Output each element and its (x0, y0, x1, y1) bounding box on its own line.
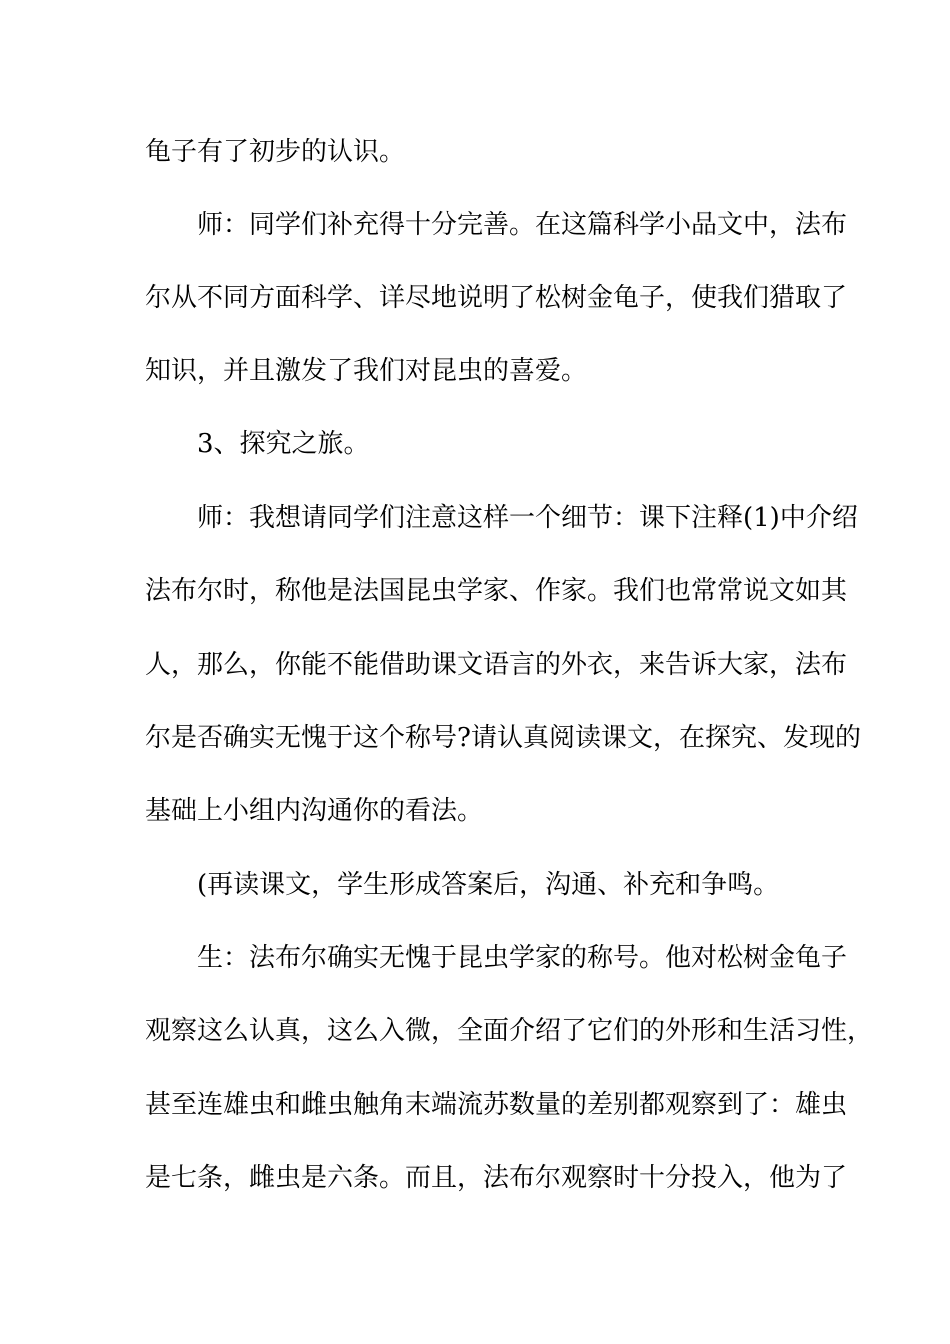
text-line: 尔是否确实无愧于这个称号?请认真阅读课文，在探究、发现的 (145, 723, 861, 753)
paragraph-start: 生：法布尔确实无愧于昆虫学家的称号。他对松树金龟子 (197, 943, 848, 973)
text-line: 尔从不同方面科学、详尽地说明了松树金龟子，使我们猎取了 (145, 283, 848, 313)
text-line: 观察这么认真，这么入微，全面介绍了它们的外形和生活习性， (145, 1016, 874, 1046)
text-line: 知识，并且激发了我们对昆虫的喜爱。 (145, 356, 588, 386)
paragraph-start: 师：同学们补充得十分完善。在这篇科学小品文中，法布 (197, 210, 848, 240)
text-line: 人，那么，你能不能借助课文语言的外衣，来告诉大家，法布 (145, 650, 848, 680)
text-line: 是七条，雌虫是六条。而且，法布尔观察时十分投入，他为了 (145, 1163, 848, 1193)
paragraph-start: 师：我想请同学们注意这样一个细节：课下注释(1)中介绍 (197, 503, 858, 533)
text-line: 龟子有了初步的认识。 (145, 137, 406, 167)
text-line: 甚至连雄虫和雌虫触角末端流苏数量的差别都观察到了：雄虫 (145, 1090, 848, 1120)
text-line: 基础上小组内沟通你的看法。 (145, 796, 484, 826)
text-line: 法布尔时，称他是法国昆虫学家、作家。我们也常常说文如其 (145, 576, 848, 606)
paragraph-start: (再读课文，学生形成答案后，沟通、补充和争鸣。 (197, 870, 780, 900)
section-heading: 3、探究之旅。 (197, 429, 370, 459)
